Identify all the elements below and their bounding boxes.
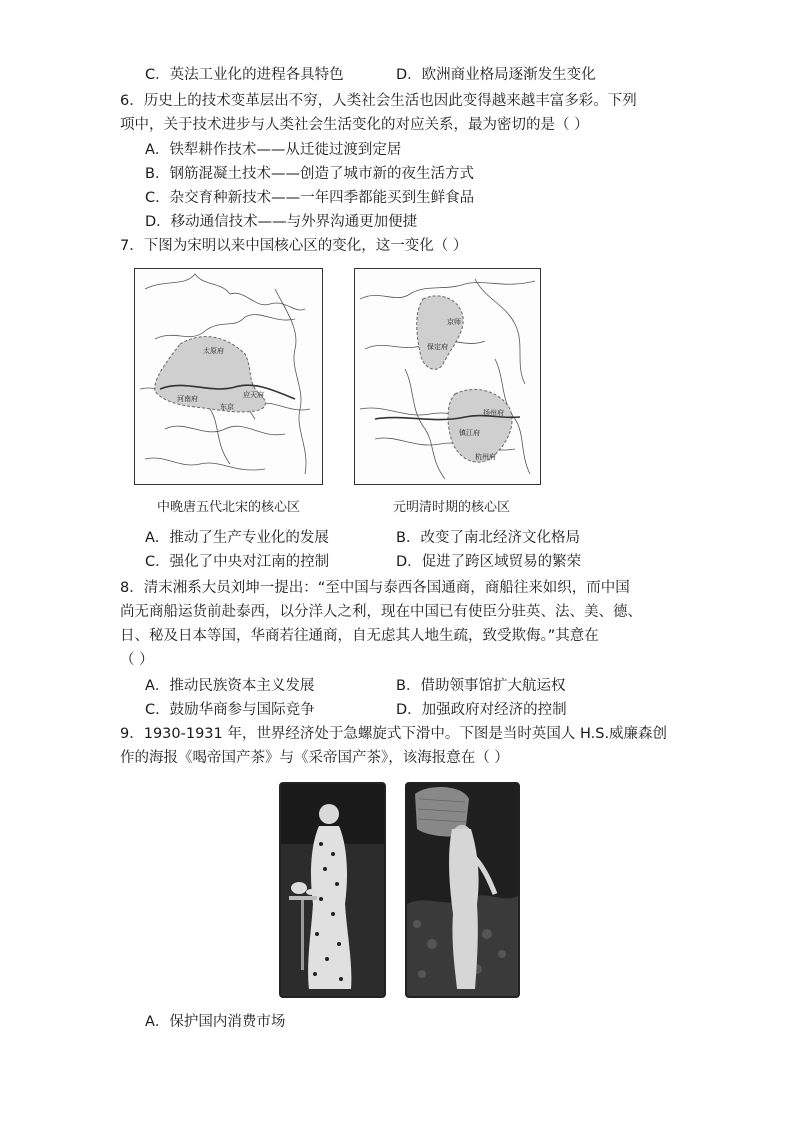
poster-drink-tea-drawing <box>281 784 384 996</box>
q6-option-d: D．移动通信技术——与外界沟通更加便捷 <box>145 214 418 230</box>
q5-option-c: C．英法工业化的进程各具特色 <box>145 67 344 83</box>
q6-option-b: B．钢筋混凝土技术——创造了城市新的夜生活方式 <box>145 166 474 182</box>
core-region-right-north <box>417 296 463 369</box>
map-label-dongjing: 东京 <box>220 403 234 411</box>
map-right-caption: 元明清时期的核心区 <box>393 500 511 515</box>
q7-option-b: B．改变了南北经济文化格局 <box>396 530 580 546</box>
map-label-yangzhou: 扬州府 <box>483 409 504 417</box>
q5-option-d: D．欧洲商业格局逐渐发生变化 <box>396 67 596 83</box>
q8-answer-blank: （ ） <box>120 652 154 668</box>
map-label-hangzhou: 杭州府 <box>475 453 496 461</box>
q6-option-c: C．杂交育种新技术——一年四季都能买到生鲜食品 <box>145 190 475 206</box>
q8-option-c: C．鼓励华商参与国际竞争 <box>145 702 315 718</box>
map-right <box>354 268 541 485</box>
map-right-drawing <box>355 269 540 484</box>
map-label-jingshi: 京师 <box>447 318 461 326</box>
map-left-caption: 中晚唐五代北宋的核心区 <box>157 500 301 515</box>
map-label-baoding: 保定府 <box>427 343 448 351</box>
q8-option-a: A．推动民族资本主义发展 <box>145 678 315 694</box>
q7-option-d: D．促进了跨区域贸易的繁荣 <box>396 554 582 570</box>
map-left-drawing <box>135 269 322 484</box>
poster-pick-tea <box>405 782 520 998</box>
q7-stem: 7．下图为宋明以来中国核心区的变化，这一变化（ ） <box>120 238 468 254</box>
q8-option-d: D．加强政府对经济的控制 <box>396 702 567 718</box>
q7-option-a: A．推动了生产专业化的发展 <box>145 530 329 546</box>
q9-option-a: A．保护国内消费市场 <box>145 1014 286 1030</box>
q6-stem-line2: 项中，关于技术进步与人类社会生活变化的对应关系，最为密切的是（ ） <box>120 117 589 133</box>
q6-stem-line1: 6．历史上的技术变革层出不穷，人类社会生活也因此变得越来越丰富多彩。下列 <box>120 93 637 109</box>
q8-stem-line1: 8．清末湘系大员刘坤一提出：“至中国与泰西各国通商，商船往来如织，而中国 <box>120 580 630 596</box>
map-left <box>134 268 323 485</box>
poster-drink-tea <box>279 782 386 998</box>
map-label-taiyuan: 太原府 <box>203 347 224 355</box>
q8-stem-line3: 日、秘及日本等国，华商若往通商，自无虑其人地生疏，致受欺侮。”其意在 <box>120 628 599 644</box>
q8-option-b: B．借助领事馆扩大航运权 <box>396 678 566 694</box>
q9-stem-line2: 作的海报《喝帝国产茶》与《采帝国产茶》，该海报意在（ ） <box>120 750 509 766</box>
q7-option-c: C．强化了中央对江南的控制 <box>145 554 330 570</box>
q9-stem-line1: 9．1930-1931 年，世界经济处于急螺旋式下滑中。下图是当时英国人 H.S.威廉森创 <box>120 726 668 742</box>
map-label-henan: 河南府 <box>177 395 198 403</box>
map-label-zhenjiang: 镇江府 <box>459 429 480 437</box>
poster-pick-tea-drawing <box>407 784 518 996</box>
q6-option-a: A．铁犁耕作技术——从迁徙过渡到定居 <box>145 142 402 158</box>
map-label-yingtian: 应天府 <box>243 391 264 399</box>
core-region-right-south <box>448 389 512 462</box>
q8-stem-line2: 尚无商船运货前赴泰西，以分洋人之利，现在中国已有使臣分驻英、法、美、德、 <box>120 604 642 620</box>
